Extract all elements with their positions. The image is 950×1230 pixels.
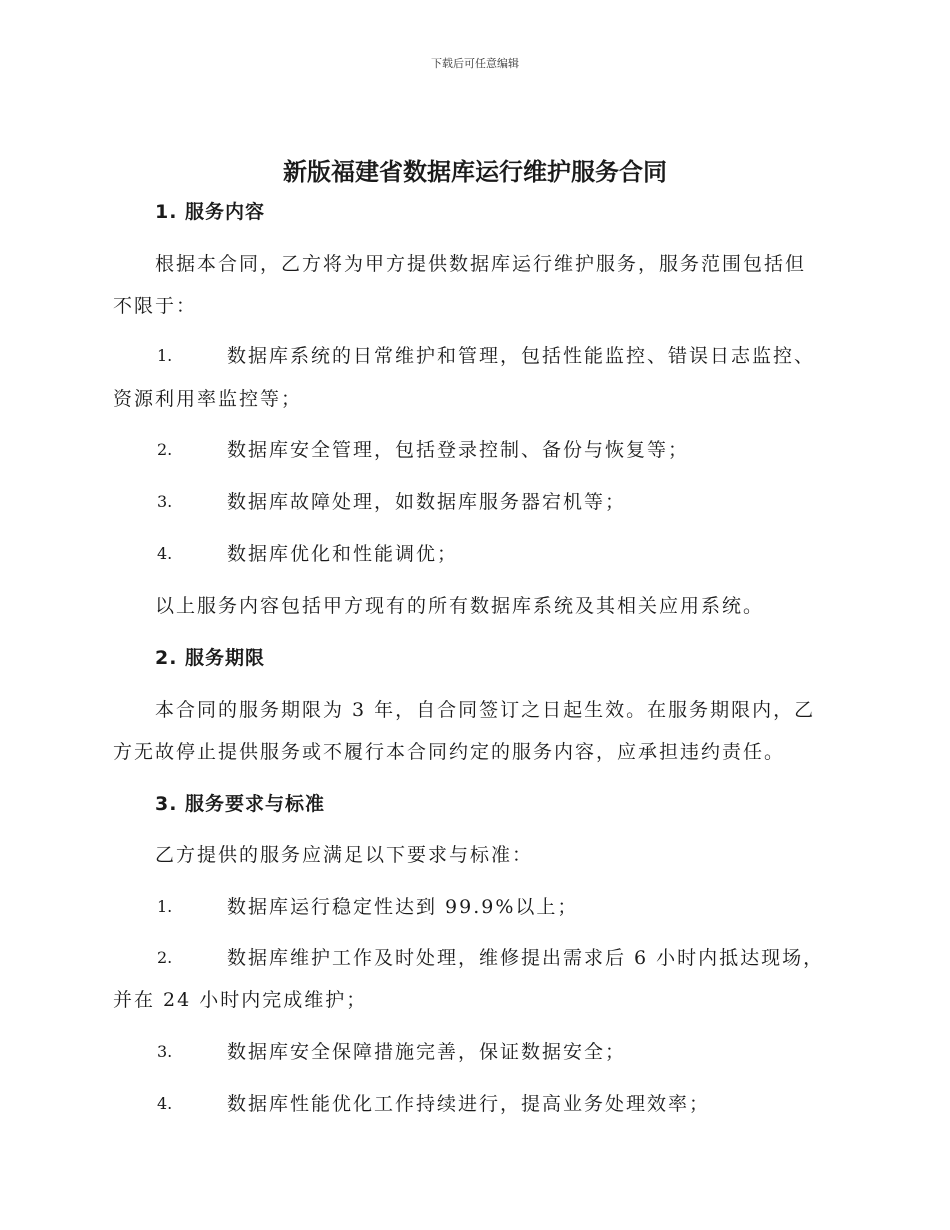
s3-item-3-number: 3. xyxy=(157,1042,173,1061)
s1-item-3-number: 3. xyxy=(157,492,173,511)
section-2-heading: 2. 服务期限 xyxy=(155,647,266,669)
s1-item-2-text: 数据库安全管理，包括登录控制、备份与恢复等； xyxy=(227,439,690,461)
s3-item-2-line-2: 并在 24 小时内完成维护； xyxy=(113,989,368,1011)
s1-item-1-line-2: 资源利用率监控等； xyxy=(113,388,303,410)
section-1-intro-line-1: 根据本合同，乙方将为甲方提供数据库运行维护服务，服务范围包括但 xyxy=(155,253,807,275)
page-header-note: 下载后可任意编辑 xyxy=(431,57,519,70)
s1-item-1-number: 1. xyxy=(157,346,173,365)
section-2-para-line-1: 本合同的服务期限为 3 年，自合同签订之日起生效。在服务期限内，乙 xyxy=(155,699,816,721)
s3-item-2-number: 2. xyxy=(157,948,173,967)
s1-item-4-number: 4. xyxy=(157,544,173,563)
s3-item-1-number: 1. xyxy=(157,897,173,916)
s3-item-1-text: 数据库运行稳定性达到 99.9%以上； xyxy=(227,896,579,918)
section-1-intro-line-2: 不限于： xyxy=(113,295,198,317)
section-1-closing: 以上服务内容包括甲方现有的所有数据库系统及其相关应用系统。 xyxy=(155,595,765,617)
document-title: 新版福建省数据库运行维护服务合同 xyxy=(283,158,667,186)
section-3-heading: 3. 服务要求与标准 xyxy=(155,793,326,815)
section-1-heading: 1. 服务内容 xyxy=(155,201,266,223)
s3-item-2-line-1: 数据库维护工作及时处理，维修提出需求后 6 小时内抵达现场， xyxy=(227,947,825,969)
s1-item-4-text: 数据库优化和性能调优； xyxy=(227,543,459,565)
section-2-para-line-2: 方无故停止提供服务或不履行本合同约定的服务内容，应承担违约责任。 xyxy=(113,741,786,763)
s3-item-4-number: 4. xyxy=(157,1094,173,1113)
s3-item-3-text: 数据库安全保障措施完善，保证数据安全； xyxy=(227,1041,627,1063)
s1-item-1-line-1: 数据库系统的日常维护和管理，包括性能监控、错误日志监控、 xyxy=(227,345,816,367)
s1-item-2-number: 2. xyxy=(157,440,173,459)
s1-item-3-text: 数据库故障处理，如数据库服务器宕机等； xyxy=(227,491,627,513)
s3-item-4-text: 数据库性能优化工作持续进行，提高业务处理效率； xyxy=(227,1093,711,1115)
section-3-intro: 乙方提供的服务应满足以下要求与标准： xyxy=(155,844,534,866)
